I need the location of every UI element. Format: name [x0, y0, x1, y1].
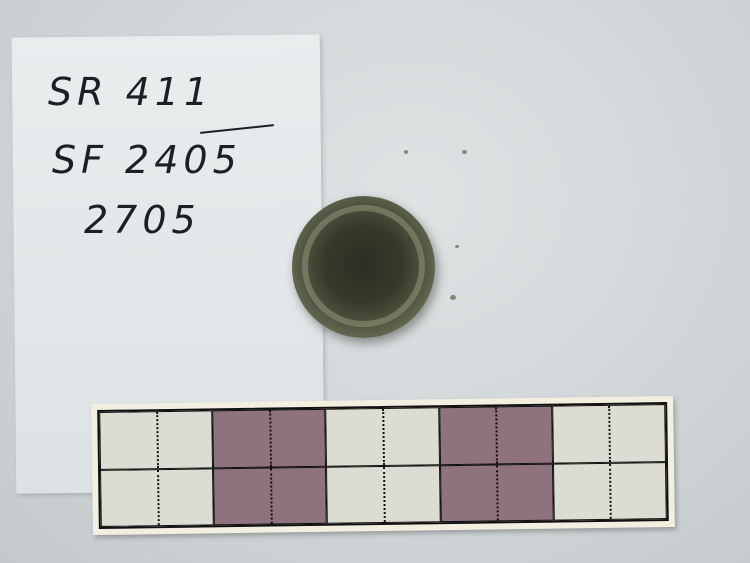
scale-cell	[99, 410, 213, 469]
scale-cell	[212, 409, 326, 468]
label-line-sr: SR 411	[48, 70, 214, 114]
scale-cell	[439, 406, 553, 465]
debris-speck	[404, 150, 408, 154]
debris-speck	[462, 150, 467, 154]
artifact-rim	[302, 205, 425, 327]
label-line-number: 2705	[84, 198, 201, 242]
scale-bar	[91, 396, 675, 535]
debris-speck	[455, 245, 459, 248]
debris-speck	[450, 295, 456, 300]
scale-cell	[553, 462, 667, 521]
scale-cell	[440, 463, 554, 522]
scale-cell	[552, 404, 666, 463]
scale-cell	[213, 466, 327, 525]
scale-cell	[100, 468, 214, 527]
scale-cell	[326, 465, 440, 524]
scale-grid	[97, 402, 669, 529]
scale-cell	[326, 407, 440, 466]
label-line-sf: SF 2405	[52, 138, 242, 182]
